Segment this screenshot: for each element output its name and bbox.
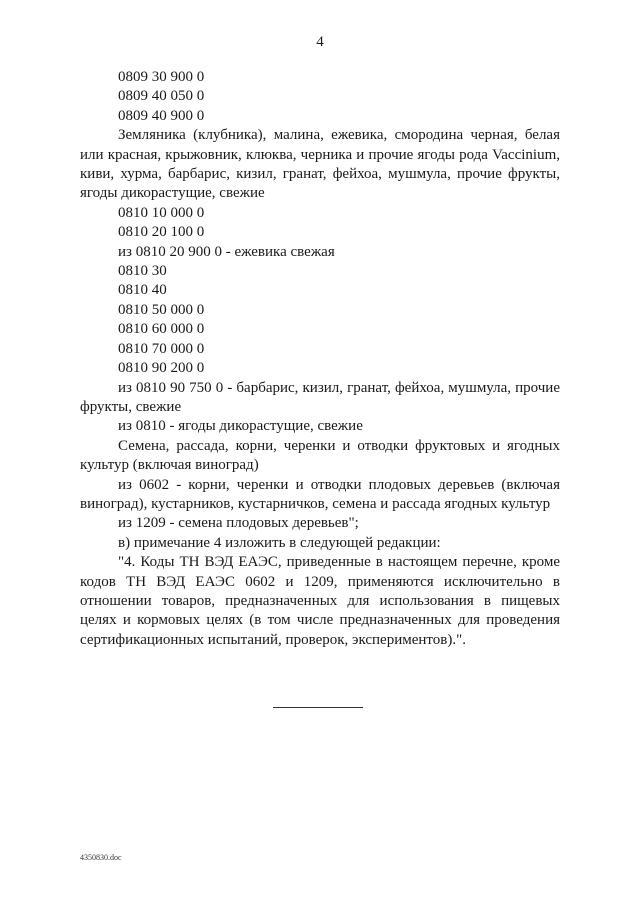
code-line: 0809 40 900 0 [118, 107, 205, 124]
code-line: 0810 30 [118, 263, 167, 280]
note-intro: в) примечание 4 изложить в следующей редакции: [118, 534, 441, 551]
code-line: 0810 10 000 0 [118, 204, 205, 221]
code-line: 0810 50 000 0 [118, 301, 205, 318]
code-line: из 1209 - семена плодовых деревьев"; [118, 515, 359, 532]
document-body [80, 68, 560, 650]
code-line: из 0810 - ягоды дикорастущие, свежие [118, 418, 363, 435]
code-line: 0810 90 200 0 [118, 360, 205, 377]
seedlings-paragraph: Семена, рассада, корни, черенки и отводки фруктовых и ягодных культур (включая виноград) [80, 437, 560, 474]
code-line: 0810 60 000 0 [118, 321, 205, 338]
code-line: 0810 20 100 0 [118, 224, 205, 241]
end-divider [273, 707, 363, 708]
code-line: из 0810 20 900 0 - ежевика свежая [118, 243, 335, 260]
code-paragraph: из 0602 - корни, черенки и отводки плодовых деревьев (включая виноград), кустарников, кустарничков, семена и рассада ягодных культур [80, 476, 560, 512]
code-line: 0809 40 050 0 [118, 88, 205, 105]
code-line: 0810 40 [118, 282, 167, 299]
berries-paragraph: Земляника (клубника), малина, ежевика, смородина черная, белая или красная, крыжовник, клюква, черника и прочие ягоды рода Vaccinium, киви, хурма, барбарис, кизил, гранат, фейхоа, мушмула, прочие фрукты, ягоды дикорастущие, свежие [80, 127, 560, 202]
footer-filename: 4350830.doc [80, 853, 122, 862]
code-line: 0810 70 000 0 [118, 340, 205, 357]
code-line: 0809 30 900 0 [118, 69, 205, 85]
code-paragraph: из 0810 90 750 0 - барбарис, кизил, гранат, фейхоа, мушмула, прочие фрукты, свежие [80, 379, 560, 415]
page-number: 4 [316, 34, 324, 50]
note-paragraph: "4. Коды ТН ВЭД ЕАЭС, приведенные в настоящем перечне, кроме кодов ТН ВЭД ЕАЭС 0602 и 1209, применяются исключительно в отношении товаров, предназначенных для использования в пищевых целях и кормовых целях (в том числе предназначенных для проведения сертификационных испытаний, проверок, экспериментов).". [80, 554, 560, 648]
